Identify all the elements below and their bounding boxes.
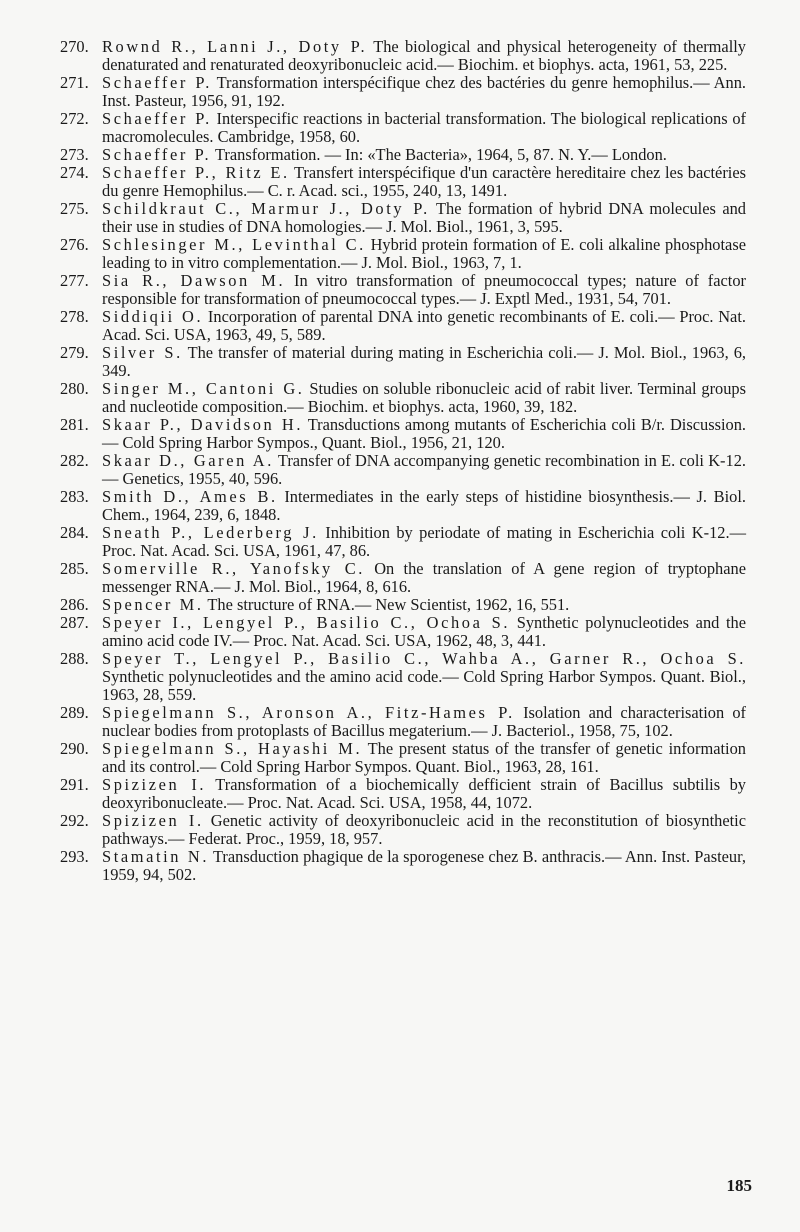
reference-text: Transfert interspécifique d'un caractère hereditaire chez les bactéries du genre Hemophilus.— C. r. Acad. sci., 1955, 240, 13, 1491. [102, 163, 746, 200]
reference-authors: Skaar D., Garen A. [102, 451, 274, 470]
reference-number: 270. [60, 37, 89, 56]
reference-text: Transformation of a biochemically defficient strain of Bacillus subtilis by deoxyribonucleate.— Proc. Nat. Acad. Sci. USA, 1958, 44, 1072. [102, 775, 746, 812]
reference-number: 288. [60, 649, 89, 668]
reference-text: The transfer of material during mating in Escherichia coli.— J. Mol. Biol., 1963, 6, 349. [102, 343, 746, 380]
reference-number: 282. [60, 451, 89, 470]
reference-entry [60, 74, 746, 110]
reference-authors: Schaeffer P., Ritz E. [102, 163, 290, 182]
reference-entry [60, 344, 746, 380]
reference-authors: Spizizen I. [102, 811, 204, 830]
reference-authors: Schlesinger M., Levinthal C. [102, 235, 366, 254]
reference-text: Isolation and characterisation of nuclear bodies from protoplasts of Bacillus megaterium.— J. Bacteriol., 1958, 75, 102. [102, 703, 746, 740]
reference-entry [60, 380, 746, 416]
reference-entry [60, 164, 746, 200]
reference-entry [60, 308, 746, 344]
reference-text: Hybrid protein formation of E. coli alkaline phosphotase leading to in vitro complementation.— J. Mol. Biol., 1963, 7, 1. [102, 235, 746, 272]
reference-entry [60, 272, 746, 308]
reference-number: 279. [60, 343, 89, 362]
reference-entry [60, 236, 746, 272]
reference-number: 291. [60, 775, 89, 794]
reference-authors: Rownd R., Lanni J., Doty P. [102, 37, 368, 56]
reference-authors: Singer M., Cantoni G. [102, 379, 305, 398]
reference-authors: Smith D., Ames B. [102, 487, 278, 506]
reference-number: 292. [60, 811, 89, 830]
reference-authors: Somerville R., Yanofsky C. [102, 559, 365, 578]
reference-entry [60, 776, 746, 812]
reference-text: Transductions among mutants of Escherichia coli B/r. Discussion.— Cold Spring Harbor Sympos., Quant. Biol., 1956, 21, 120. [102, 415, 746, 452]
reference-list [60, 38, 746, 884]
reference-authors: Sia R., Dawson M. [102, 271, 286, 290]
reference-text: The structure of RNA.— New Scientist, 1962, 16, 551. [207, 595, 570, 614]
reference-text: Transformation interspécifique chez des bactéries du genre hemophilus.— Ann. Inst. Pasteur, 1956, 91, 192. [102, 73, 746, 110]
reference-entry [60, 488, 746, 524]
reference-entry [60, 524, 746, 560]
reference-number: 289. [60, 703, 89, 722]
reference-number: 290. [60, 739, 89, 758]
reference-authors: Schaeffer P. [102, 109, 212, 128]
reference-number: 287. [60, 613, 89, 632]
reference-authors: Spizizen I. [102, 775, 207, 794]
reference-number: 275. [60, 199, 89, 218]
reference-number: 286. [60, 595, 89, 614]
reference-number: 285. [60, 559, 89, 578]
reference-number: 271. [60, 73, 89, 92]
reference-authors: Sneath P., Lederberg J. [102, 523, 319, 542]
reference-entry [60, 200, 746, 236]
reference-entry [60, 596, 746, 614]
reference-text: The biological and physical heterogeneity of thermally denaturated and renaturated deoxyribonucleic acid.— Biochim. et biophys. acta, 1961, 53, 225. [102, 37, 746, 74]
reference-text: The present status of the transfer of genetic information and its control.— Cold Spring Harbor Sympos. Quant. Biol., 1963, 28, 161. [102, 739, 746, 776]
reference-text: Genetic activity of deoxyribonucleic acid in the reconstitution of biosynthetic pathways.— Federat. Proc., 1959, 18, 957. [102, 811, 746, 848]
reference-entry [60, 740, 746, 776]
reference-authors: Schaeffer P. [102, 73, 212, 92]
reference-entry [60, 650, 746, 704]
reference-text: Inhibition by periodate of mating in Escherichia coli K-12.— Proc. Nat. Acad. Sci. USA, 1961, 47, 86. [102, 523, 746, 560]
reference-authors: Schildkraut C., Marmur J., Doty P. [102, 199, 430, 218]
reference-authors: Spiegelmann S., Aronson A., Fitz-Hames P. [102, 703, 515, 722]
reference-authors: Schaeffer P. [102, 145, 212, 164]
reference-number: 280. [60, 379, 89, 398]
reference-number: 272. [60, 109, 89, 128]
reference-entry [60, 704, 746, 740]
page-number: 185 [726, 1176, 752, 1195]
reference-text: Studies on soluble ribonucleic acid of rabit liver. Terminal groups and nucleotide composition.— Biochim. et biophys. acta, 1960, 39, 182. [102, 379, 747, 416]
reference-text: Synthetic polynucleotides and the amino acid code.— Cold Spring Harbor Sympos. Quant. Biol., 1963, 28, 559. [102, 667, 746, 704]
reference-entry [60, 38, 746, 74]
reference-number: 277. [60, 271, 89, 290]
reference-entry [60, 452, 746, 488]
reference-number: 283. [60, 487, 89, 506]
reference-entry [60, 416, 746, 452]
reference-authors: Spencer M. [102, 595, 204, 614]
reference-entry [60, 560, 746, 596]
reference-authors: Siddiqii O. [102, 307, 204, 326]
reference-entry [60, 146, 746, 164]
reference-number: 281. [60, 415, 89, 434]
reference-text: Intermediates in the early steps of histidine biosynthesis.— J. Biol. Chem., 1964, 239, 6, 1848. [102, 487, 746, 524]
reference-authors: Speyer I., Lengyel P., Basilio C., Ochoa S. [102, 613, 511, 632]
reference-text: Transduction phagique de la sporogenese chez B. anthracis.— Ann. Inst. Pasteur, 1959, 94, 502. [102, 847, 746, 884]
reference-authors: Speyer T., Lengyel P., Basilio C., Wahba A., Garner R., Ochoa S. [102, 649, 746, 668]
reference-text: Synthetic polynucleotides and the amino acid code IV.— Proc. Nat. Acad. Sci. USA, 1962, 48, 3, 441. [102, 613, 746, 650]
reference-entry [60, 110, 746, 146]
reference-entry [60, 614, 746, 650]
reference-authors: Skaar P., Davidson H. [102, 415, 304, 434]
reference-text: Incorporation of parental DNA into genetic recombinants of E. coli.— Proc. Nat. Acad. Sci. USA, 1963, 49, 5, 589. [102, 307, 746, 344]
reference-number: 274. [60, 163, 89, 182]
reference-authors: Spiegelmann S., Hayashi M. [102, 739, 363, 758]
reference-text: Transfer of DNA accompanying genetic recombination in E. coli K-12.— Genetics, 1955, 40, 596. [102, 451, 746, 488]
reference-number: 276. [60, 235, 89, 254]
reference-entry [60, 812, 746, 848]
reference-authors: Stamatin N. [102, 847, 210, 866]
reference-text: On the translation of A gene region of tryptophane messenger RNA.— J. Mol. Biol., 1964, 8, 616. [102, 559, 746, 596]
reference-entry [60, 848, 746, 884]
reference-number: 278. [60, 307, 89, 326]
reference-text: The formation of hybrid DNA molecules and their use in studies of DNA homologies.— J. Mol. Biol., 1961, 3, 595. [102, 199, 747, 236]
reference-text: Transformation. — In: «The Bacteria», 1964, 5, 87. N. Y.— London. [215, 145, 667, 164]
reference-text: In vitro transformation of pneumococcal types; nature of factor responsible for transformation of pneumococcal types.— J. Exptl Med., 1931, 54, 701. [102, 271, 746, 308]
reference-number: 284. [60, 523, 89, 542]
reference-number: 293. [60, 847, 89, 866]
reference-text: Interspecific reactions in bacterial transformation. The biological replications of macromolecules. Cambridge, 1958, 60. [102, 109, 746, 146]
reference-number: 273. [60, 145, 89, 164]
reference-authors: Silver S. [102, 343, 183, 362]
